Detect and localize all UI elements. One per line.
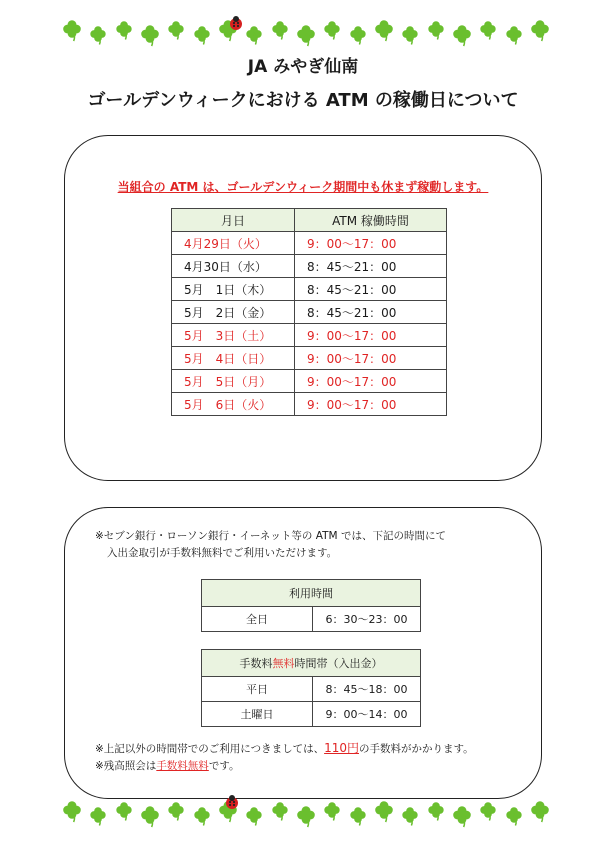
page-title: ゴールデンウィークにおける ATM の稼働日について [87, 90, 519, 111]
clover-icon [297, 25, 315, 46]
ladybug-icon [226, 795, 238, 809]
schedule-date: 4月30日（水） [172, 255, 295, 278]
schedule-date: 5月 6日（火） [172, 393, 295, 416]
atm-notice: 当組合の ATM は、ゴールデンウィーク期間中も休まず稼動します。 [117, 180, 489, 194]
clover-icon [116, 21, 131, 39]
clover-icon [272, 802, 287, 820]
schedule-hours: 9：00〜17：00 [295, 324, 447, 347]
partner-atm-panel [64, 507, 542, 799]
fee-note-text: の手数料がかかります。 [359, 743, 474, 755]
fee-amount: 110円 [324, 741, 359, 755]
clover-icon [116, 802, 131, 820]
org-name: JA みやぎ仙南 [247, 57, 359, 77]
atm-schedule-panel [64, 135, 542, 481]
usage-label: 全日 [202, 607, 313, 632]
clover-icon [402, 807, 417, 825]
usage-hours-table [201, 579, 421, 632]
free-fee-label: 土曜日 [202, 702, 313, 727]
atm-schedule-table [171, 208, 447, 416]
clover-icon [375, 20, 393, 41]
schedule-hours: 9：00〜17：00 [295, 393, 447, 416]
clover-icon [506, 26, 521, 44]
balance-note-text: です。 [208, 760, 240, 772]
schedule-date: 4月29日（火） [172, 232, 295, 255]
table-row [172, 255, 447, 278]
top-clover-border [0, 14, 606, 50]
schedule-hours: 8：45〜21：00 [295, 278, 447, 301]
schedule-date: 5月 1日（木） [172, 278, 295, 301]
schedule-date: 5月 3日（土） [172, 324, 295, 347]
clover-icon [90, 807, 105, 825]
clover-icon [246, 26, 261, 44]
table-row [172, 324, 447, 347]
schedule-hours: 9：00〜17：00 [295, 370, 447, 393]
schedule-hours: 9：00〜17：00 [295, 347, 447, 370]
column-header-hours: ATM 稼働時間 [295, 209, 447, 232]
table-row [202, 702, 421, 727]
clover-icon [194, 807, 209, 825]
clover-icon [350, 807, 365, 825]
table-row [172, 278, 447, 301]
schedule-date: 5月 5日（月） [172, 370, 295, 393]
schedule-hours: 8：45〜21：00 [295, 301, 447, 324]
schedule-hours: 8：45〜21：00 [295, 255, 447, 278]
clover-icon [141, 806, 159, 827]
clover-icon [90, 26, 105, 44]
fee-notes [95, 740, 474, 775]
clover-icon [272, 21, 287, 39]
ladybug-icon [230, 16, 242, 30]
table-header-row [202, 580, 421, 607]
balance-note-text: ※残高照会は [95, 760, 157, 772]
table-row [172, 232, 447, 255]
table-header-row [172, 209, 447, 232]
clover-icon [194, 26, 209, 44]
clover-icon [453, 806, 471, 827]
clover-icon [63, 20, 81, 41]
table-row [172, 393, 447, 416]
clover-icon [141, 25, 159, 46]
schedule-hours: 9：00〜17：00 [295, 232, 447, 255]
bottom-clover-border [0, 795, 606, 831]
free-fee-label: 平日 [202, 677, 313, 702]
clover-icon [63, 801, 81, 822]
free-fee-value: 8：45〜18：00 [313, 677, 421, 702]
header-text: 手数料 [239, 657, 273, 670]
table-row [202, 607, 421, 632]
header-free-text: 無料 [272, 657, 295, 670]
table-row [172, 347, 447, 370]
fee-note [95, 740, 474, 758]
partner-atm-note [95, 528, 446, 562]
table-header-row [202, 650, 421, 677]
free-fee-value: 9：00〜14：00 [313, 702, 421, 727]
clover-icon [531, 20, 549, 41]
usage-value: 6：30〜23：00 [313, 607, 421, 632]
table-row [172, 370, 447, 393]
schedule-date: 5月 4日（日） [172, 347, 295, 370]
clover-icon [350, 26, 365, 44]
table-row [172, 301, 447, 324]
clover-icon [246, 807, 261, 825]
clover-icon [324, 802, 339, 820]
clover-icon [402, 26, 417, 44]
usage-hours-header: 利用時間 [202, 580, 421, 607]
balance-note [95, 758, 474, 775]
clover-icon [324, 21, 339, 39]
free-fee-hours-table [201, 649, 421, 727]
balance-free-text: 手数料無料 [156, 760, 209, 772]
clover-icon [480, 21, 495, 39]
clover-icon [480, 802, 495, 820]
clover-icon [531, 801, 549, 822]
clover-icon [453, 25, 471, 46]
partner-note-line: ※セブン銀行・ローソン銀行・イーネット等の ATM では、下記の時間にて [95, 530, 446, 542]
partner-note-line: 入出金取引が手数料無料でご利用いただけます。 [107, 547, 338, 559]
column-header-date: 月日 [172, 209, 295, 232]
fee-note-text: ※上記以外の時間帯でのご利用につきましては、 [95, 743, 325, 755]
schedule-date: 5月 2日（金） [172, 301, 295, 324]
clover-icon [375, 801, 393, 822]
clover-icon [297, 806, 315, 827]
table-row [202, 677, 421, 702]
free-fee-header [202, 650, 421, 677]
clover-icon [428, 802, 443, 820]
clover-icon [428, 21, 443, 39]
clover-icon [506, 807, 521, 825]
header-text: 時間帯（入出金） [294, 657, 383, 670]
clover-icon [168, 802, 183, 820]
clover-icon [168, 21, 183, 39]
